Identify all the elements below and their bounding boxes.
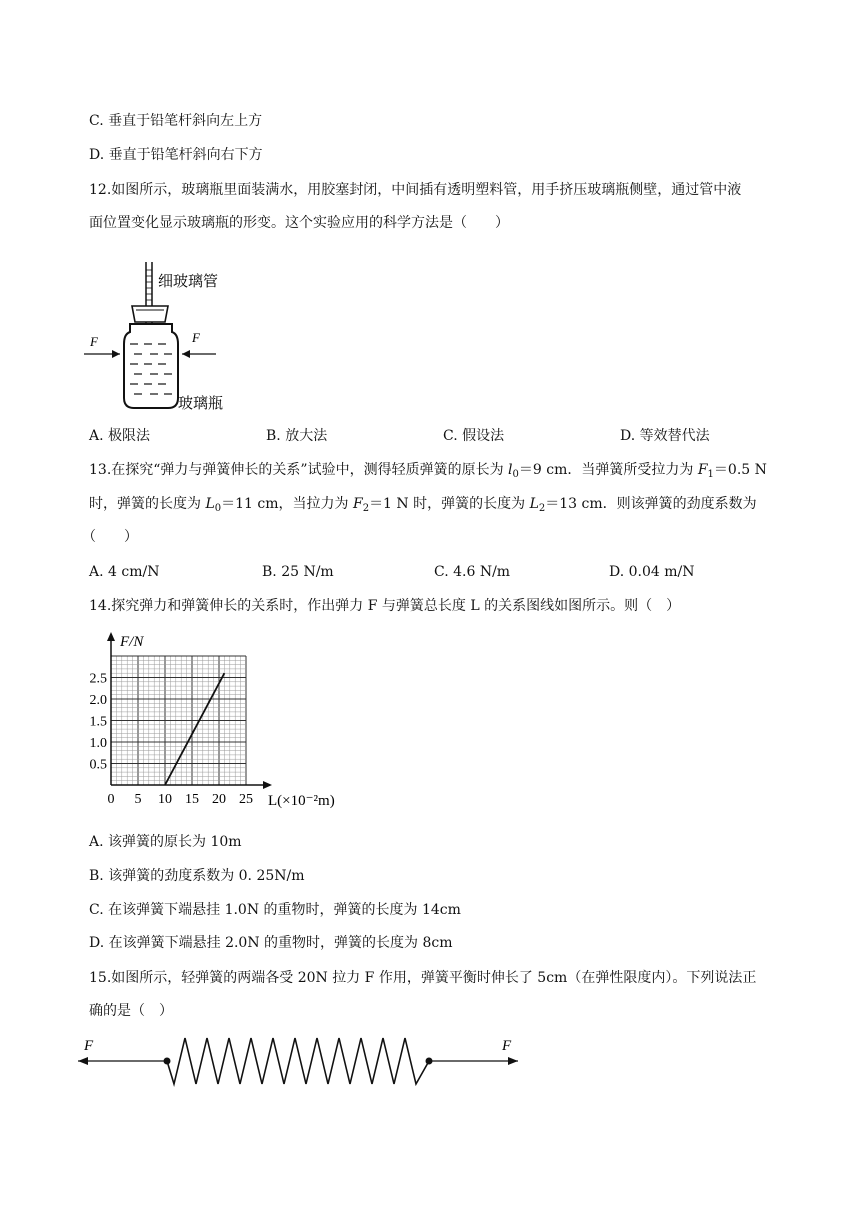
q12-option-c: C. 假设法 — [443, 428, 505, 444]
q13-option-a: A. 4 cm/N — [89, 564, 160, 580]
q14-option-c: C. 在该弹簧下端悬挂 1.0N 的重物时，弹簧的长度为 14cm — [89, 902, 461, 918]
q13-option-d: D. 0.04 m/N — [609, 564, 695, 580]
force-length-chart — [80, 630, 350, 815]
y-tick-label: 1.5 — [89, 714, 107, 730]
question-13-stem-line1: 13.在探究“弹力与弹簧伸长的关系”试验中，测得轻质弹簧的原长为 $l_0=9$ cm．当弹簧所受拉力为 $F_1=0.5$ N — [89, 462, 767, 480]
x-tick-label: 5 — [134, 792, 142, 807]
question-14-stem: 14.探究弹力和弹簧伸长的关系时，作出弹力 F 与弹簧总长度 L 的关系图线如图所示。则（ ） — [89, 598, 681, 614]
x-tick-label: 10 — [158, 792, 172, 807]
q13-option-c: C. 4.6 N/m — [434, 564, 511, 580]
y-tick-label: 1.0 — [89, 736, 107, 751]
q12-option-b: B. 放大法 — [266, 428, 328, 444]
x-tick-label: 20 — [212, 792, 226, 807]
x-tick-label: 25 — [239, 792, 253, 807]
y-axis-label: F/N — [120, 634, 144, 650]
spring-figure — [74, 1030, 524, 1090]
q14-option-a: A. 该弹簧的原长为 10m — [89, 834, 242, 850]
q14-option-b: B. 该弹簧的劲度系数为 0. 25N/m — [89, 868, 305, 884]
option-c: C. 垂直于铅笔杆斜向左上方 — [89, 113, 263, 129]
question-13-stem-line2: 时，弹簧的长度为 $L_0=11$ cm，当拉力为 $F_2=1$ N 时，弹簧的长度为 $L_2=13$ cm．则该弹簧的劲度系数为 — [89, 496, 757, 514]
tube-label: 细玻璃管 — [158, 272, 219, 290]
y-axis-arrow — [107, 632, 115, 641]
spring-force-right-label: F — [502, 1038, 512, 1054]
question-12-stem-line1: 12.如图所示，玻璃瓶里面装满水，用胶塞封闭，中间插有透明塑料管，用手挤压玻璃瓶侧壁，通过管中液 — [89, 182, 742, 198]
question-12-stem-line2: 面位置变化显示玻璃瓶的形变。这个实验应用的科学方法是（ ） — [89, 215, 509, 231]
bottle-label: 玻璃瓶 — [178, 394, 224, 412]
spring-coil — [167, 1038, 429, 1084]
spring-force-left-label: F — [84, 1038, 94, 1054]
y-tick-label: 0.5 — [89, 757, 107, 773]
q12-option-a: A. 极限法 — [89, 428, 151, 444]
question-15-stem-line1: 15.如图所示，轻弹簧的两端各受 20N 拉力 F 作用，弹簧平衡时伸长了 5cm（在弹性限度内）。下列说法正 — [89, 970, 757, 986]
x-axis-arrow — [263, 781, 272, 789]
force-right-label: F — [192, 330, 200, 345]
x-tick-label: 15 — [185, 792, 199, 807]
q13-option-b: B. 25 N/m — [262, 564, 334, 580]
bottle-figure — [80, 258, 260, 418]
question-13-answer-blank: （ ） — [82, 529, 138, 545]
y-tick-label: 2.0 — [89, 693, 107, 708]
y-tick-label: 2.5 — [89, 671, 107, 687]
x-axis-label: L(×10⁻²m) — [268, 793, 335, 809]
option-d: D. 垂直于铅笔杆斜向右下方 — [89, 147, 263, 163]
q12-option-d: D. 等效替代法 — [620, 428, 710, 444]
force-left-label: F — [90, 334, 98, 349]
q14-option-d: D. 在该弹簧下端悬挂 2.0N 的重物时，弹簧的长度为 8cm — [89, 935, 453, 951]
x-tick-label: 0 — [107, 792, 115, 807]
question-15-stem-line2: 确的是（ ） — [89, 1003, 173, 1019]
